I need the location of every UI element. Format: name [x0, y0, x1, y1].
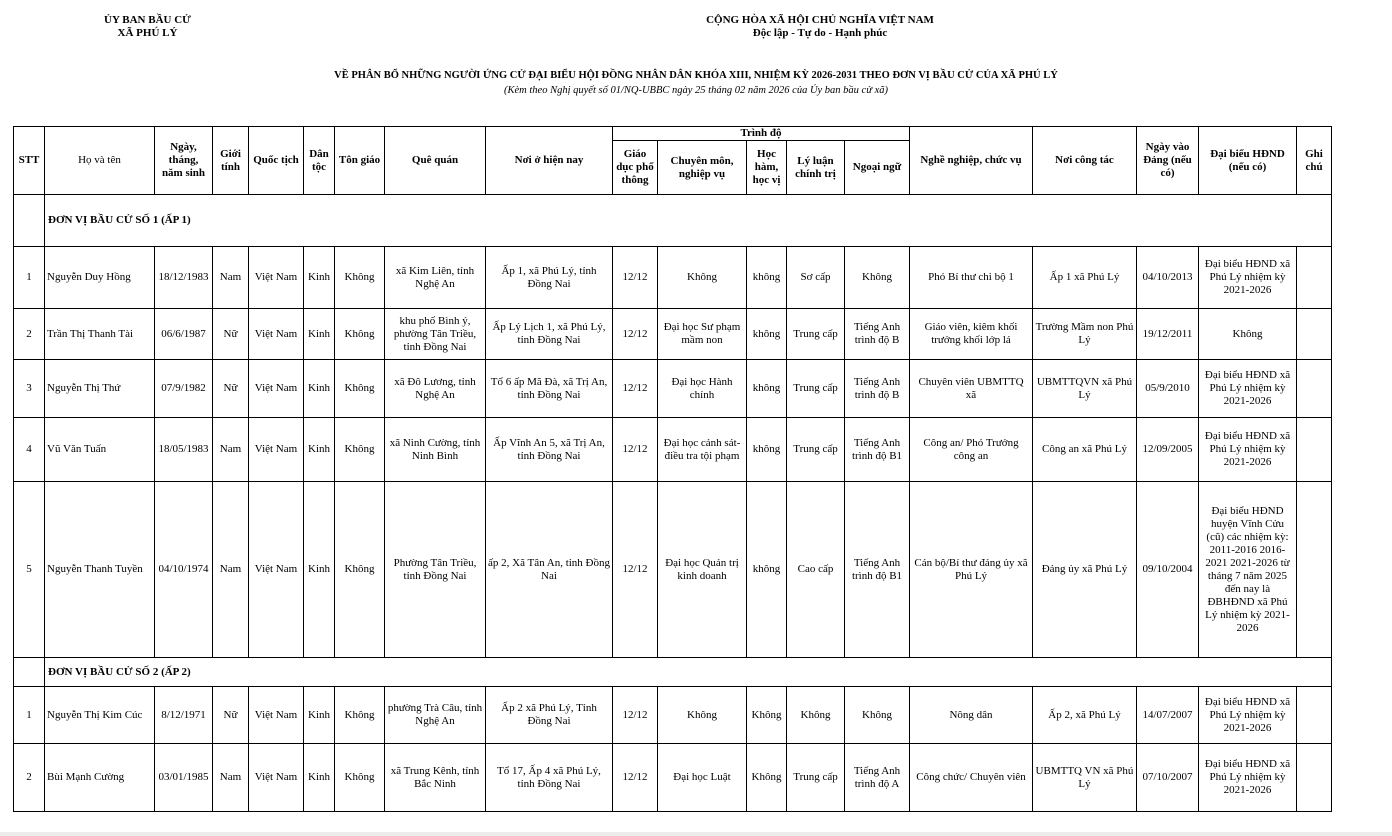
table-cell: Không	[1199, 309, 1297, 360]
table-cell: Việt Nam	[249, 360, 304, 418]
table-cell: Trung cấp	[787, 360, 845, 418]
table-cell	[1297, 247, 1332, 309]
table-cell: không	[747, 482, 787, 658]
table-cell: Nam	[213, 482, 249, 658]
table-cell: Giáo viên, kiêm khối trưởng khối lớp lá	[910, 309, 1033, 360]
col-name: Họ và tên	[45, 127, 155, 195]
table-cell: 18/12/1983	[155, 247, 213, 309]
col-workplace: Nơi công tác	[1033, 127, 1137, 195]
table-cell: Bùi Mạnh Cường	[45, 744, 155, 812]
table-cell: 03/01/1985	[155, 744, 213, 812]
table-cell: phường Trà Câu, tỉnh Nghệ An	[385, 687, 486, 744]
section-title: ĐƠN VỊ BẦU CỬ SỐ 1 (ẤP 1)	[45, 195, 1332, 247]
table-row	[14, 418, 1332, 482]
table-cell: Không	[747, 687, 787, 744]
table-cell: Tiếng Anh trình độ B	[845, 309, 910, 360]
table-cell: Tiếng Anh trình độ B1	[845, 418, 910, 482]
table-cell: Việt Nam	[249, 309, 304, 360]
table-cell: Đại biểu HĐND huyện Vĩnh Cửu (cũ) các nhiệm kỳ: 2011-2016 2016-2021 2021-2026 từ tháng 7 năm 2025 đến nay là ĐBHĐND xã Phú Lý nhiệm kỳ 2021-2026	[1199, 482, 1297, 658]
table-cell: 07/9/1982	[155, 360, 213, 418]
table-row	[14, 309, 1332, 360]
table-cell: 8/12/1971	[155, 687, 213, 744]
table-cell	[1297, 482, 1332, 658]
table-cell: Không	[845, 247, 910, 309]
table-cell: Kinh	[304, 482, 335, 658]
table-cell: Kinh	[304, 744, 335, 812]
table-cell: Đại biểu HĐND xã Phú Lý nhiệm kỳ 2021-2026	[1199, 360, 1297, 418]
table-cell: Ấp 1 xã Phú Lý	[1033, 247, 1137, 309]
col-note: Ghi chú	[1297, 127, 1332, 195]
table-cell: Không	[335, 744, 385, 812]
table-cell: xã Kim Liên, tỉnh Nghệ An	[385, 247, 486, 309]
table-cell: Việt Nam	[249, 744, 304, 812]
table-cell	[1297, 360, 1332, 418]
table-cell: Ấp 2, xã Phú Lý	[1033, 687, 1137, 744]
table-cell: 04/10/1974	[155, 482, 213, 658]
col-specialty: Chuyên môn, nghiệp vụ	[658, 141, 747, 195]
table-cell: Cán bộ/Bí thư đảng ủy xã Phú Lý	[910, 482, 1033, 658]
table-cell: 09/10/2004	[1137, 482, 1199, 658]
table-cell: Không	[335, 418, 385, 482]
table-cell	[1297, 418, 1332, 482]
page-bottom-edge	[0, 832, 1392, 836]
table-cell: Không	[658, 247, 747, 309]
table-cell: Không	[658, 687, 747, 744]
table-cell: Vũ Văn Tuấn	[45, 418, 155, 482]
table-cell: Công chức/ Chuyên viên	[910, 744, 1033, 812]
table-cell: 05/9/2010	[1137, 360, 1199, 418]
table-cell: 12/12	[613, 687, 658, 744]
col-delegate: Đại biểu HĐND (nếu có)	[1199, 127, 1297, 195]
table-row	[14, 360, 1332, 418]
table-cell: Đại học Quản trị kinh doanh	[658, 482, 747, 658]
table-cell: Không	[787, 687, 845, 744]
table-cell: Tổ 17, Ấp 4 xã Phú Lý, tỉnh Đồng Nai	[486, 744, 613, 812]
table-cell: Đại biểu HĐND xã Phú Lý nhiệm kỳ 2021-2026	[1199, 418, 1297, 482]
table-cell: Việt Nam	[249, 418, 304, 482]
table-cell: Tiếng Anh trình độ B	[845, 360, 910, 418]
table-cell: 06/6/1987	[155, 309, 213, 360]
table-cell: Tiếng Anh trình độ B1	[845, 482, 910, 658]
table-cell: 19/12/2011	[1137, 309, 1199, 360]
table-cell: không	[747, 309, 787, 360]
table-cell: Không	[747, 744, 787, 812]
table-cell	[1297, 687, 1332, 744]
table-cell: ấp 2, Xã Tân An, tỉnh Đồng Nai	[486, 482, 613, 658]
table-cell: khu phố Bình ý, phường Tân Triều, tỉnh Đồng Nai	[385, 309, 486, 360]
table-cell: Ấp Vĩnh An 5, xã Trị An, tỉnh Đồng Nai	[486, 418, 613, 482]
table-cell: Công an/ Phó Trưởng công an	[910, 418, 1033, 482]
table-cell: Đại học Luật	[658, 744, 747, 812]
table-cell	[1297, 309, 1332, 360]
table-cell: Nguyễn Thị Kim Cúc	[45, 687, 155, 744]
table-cell: Ấp 1, xã Phú Lý, tỉnh Đồng Nai	[486, 247, 613, 309]
table-cell: Đại học Hành chính	[658, 360, 747, 418]
table-cell: 1	[14, 687, 45, 744]
table-cell: không	[747, 247, 787, 309]
table-row	[14, 247, 1332, 309]
table-cell: UBMTTQ VN xã Phú Lý	[1033, 744, 1137, 812]
table-row	[14, 687, 1332, 744]
table-cell: Trần Thị Thanh Tài	[45, 309, 155, 360]
table-cell: Kinh	[304, 418, 335, 482]
table-cell: Công an xã Phú Lý	[1033, 418, 1137, 482]
table-cell: Nguyễn Thanh Tuyền	[45, 482, 155, 658]
table-cell: Đảng ủy xã Phú Lý	[1033, 482, 1137, 658]
table-cell: Tổ 6 ấp Mã Đà, xã Trị An, tỉnh Đồng Nai	[486, 360, 613, 418]
col-academic: Học hàm, học vị	[747, 141, 787, 195]
table-cell: Không	[335, 247, 385, 309]
table-cell: xã Trung Kênh, tỉnh Bắc Ninh	[385, 744, 486, 812]
table-cell: Chuyên viên UBMTTQ xã	[910, 360, 1033, 418]
table-cell: Nữ	[213, 309, 249, 360]
table-cell: Nữ	[213, 360, 249, 418]
committee-header	[60, 14, 235, 40]
table-cell: Trung cấp	[787, 744, 845, 812]
table-cell: Ấp Lý Lịch 1, xã Phú Lý, tỉnh Đồng Nai	[486, 309, 613, 360]
table-cell: Phường Tân Triều, tỉnh Đồng Nai	[385, 482, 486, 658]
table-cell: Cao cấp	[787, 482, 845, 658]
col-gender: Giới tính	[213, 127, 249, 195]
table-cell: 12/09/2005	[1137, 418, 1199, 482]
national-header	[600, 14, 1040, 40]
table-cell: Trung cấp	[787, 418, 845, 482]
table-cell: 2	[14, 744, 45, 812]
table-cell: 5	[14, 482, 45, 658]
section-spacer-cell	[14, 658, 45, 687]
table-cell: 18/05/1983	[155, 418, 213, 482]
col-occupation: Nghề nghiệp, chức vụ	[910, 127, 1033, 195]
table-cell: Trung cấp	[787, 309, 845, 360]
table-cell: Sơ cấp	[787, 247, 845, 309]
col-group-education: Trình độ	[613, 127, 910, 141]
table-cell: Trường Mầm non Phú Lý	[1033, 309, 1137, 360]
table-cell: Nữ	[213, 687, 249, 744]
table-cell: 12/12	[613, 360, 658, 418]
table-cell: 12/12	[613, 309, 658, 360]
table-cell: Việt Nam	[249, 482, 304, 658]
table-cell: Việt Nam	[249, 687, 304, 744]
col-ethnicity: Dân tộc	[304, 127, 335, 195]
table-cell	[1297, 744, 1332, 812]
document-subtitle: (Kèm theo Nghị quyết số 01/NQ-UBBC ngày 25 tháng 02 năm 2026 của Ủy ban bầu cử xã)	[504, 85, 888, 96]
table-cell: 07/10/2007	[1137, 744, 1199, 812]
col-dob: Ngày, tháng, năm sinh	[155, 127, 213, 195]
table-cell: 12/12	[613, 247, 658, 309]
table-cell: không	[747, 360, 787, 418]
table-cell: 3	[14, 360, 45, 418]
table-cell: 04/10/2013	[1137, 247, 1199, 309]
commune-name: XÃ PHÚ LÝ	[117, 27, 178, 39]
table-cell: Không	[335, 687, 385, 744]
table-cell: Nông dân	[910, 687, 1033, 744]
table-cell: Không	[335, 482, 385, 658]
col-language: Ngoại ngữ	[845, 141, 910, 195]
committee-name: ỦY BAN BẦU CỬ	[104, 14, 191, 26]
table-cell: Đại biểu HĐND xã Phú Lý nhiệm kỳ 2021-2026	[1199, 247, 1297, 309]
table-cell: Nguyễn Thị Thứ	[45, 360, 155, 418]
table-cell: Phó Bí thư chi bộ 1	[910, 247, 1033, 309]
col-nationality: Quốc tịch	[249, 127, 304, 195]
col-stt: STT	[14, 127, 45, 195]
table-cell: UBMTTQVN xã Phú Lý	[1033, 360, 1137, 418]
table-cell: Không	[335, 360, 385, 418]
section-spacer-cell	[14, 195, 45, 247]
table-cell: Nam	[213, 247, 249, 309]
table-cell: xã Ninh Cường, tỉnh Ninh Bình	[385, 418, 486, 482]
col-religion: Tôn giáo	[335, 127, 385, 195]
col-residence: Nơi ở hiện nay	[486, 127, 613, 195]
table-row	[14, 744, 1332, 812]
country-name: CỘNG HÒA XÃ HỘI CHỦ NGHĨA VIỆT NAM	[706, 14, 934, 26]
section-title: ĐƠN VỊ BẦU CỬ SỐ 2 (ẤP 2)	[45, 658, 1332, 687]
table-cell: Tiếng Anh trình độ A	[845, 744, 910, 812]
table-cell: Ấp 2 xã Phú Lý, Tỉnh Đồng Nai	[486, 687, 613, 744]
table-cell: Kinh	[304, 309, 335, 360]
table-cell: 1	[14, 247, 45, 309]
table-cell: Đại học Sư phạm mầm non	[658, 309, 747, 360]
table-cell: Kinh	[304, 247, 335, 309]
table-row	[14, 482, 1332, 658]
table-cell: 2	[14, 309, 45, 360]
section-row	[14, 195, 1332, 247]
table-cell: 12/12	[613, 744, 658, 812]
table-cell: Kinh	[304, 687, 335, 744]
table-cell: không	[747, 418, 787, 482]
table-cell: Không	[845, 687, 910, 744]
table-cell: Kinh	[304, 360, 335, 418]
table-cell: Đại học cảnh sát- điều tra tội phạm	[658, 418, 747, 482]
table-cell: Đại biểu HĐND xã Phú Lý nhiệm kỳ 2021-2026	[1199, 687, 1297, 744]
table-cell: Việt Nam	[249, 247, 304, 309]
table-cell: xã Đô Lương, tỉnh Nghệ An	[385, 360, 486, 418]
table-body	[14, 195, 1332, 812]
col-hometown: Quê quán	[385, 127, 486, 195]
motto: Độc lập - Tự do - Hạnh phúc	[752, 27, 888, 39]
col-general-edu: Giáo dục phổ thông	[613, 141, 658, 195]
col-party-date: Ngày vào Đảng (nếu có)	[1137, 127, 1199, 195]
section-row	[14, 658, 1332, 687]
table-cell: 12/12	[613, 482, 658, 658]
table-cell: 12/12	[613, 418, 658, 482]
table-cell: Nguyễn Duy Hồng	[45, 247, 155, 309]
table-cell: Nam	[213, 744, 249, 812]
table-cell: 14/07/2007	[1137, 687, 1199, 744]
table-cell: Đại biểu HĐND xã Phú Lý nhiệm kỳ 2021-2026	[1199, 744, 1297, 812]
table-cell: Không	[335, 309, 385, 360]
table-cell: 4	[14, 418, 45, 482]
table-cell: Nam	[213, 418, 249, 482]
candidates-table	[13, 126, 1332, 812]
col-political: Lý luận chính trị	[787, 141, 845, 195]
document-title: VỀ PHÂN BỔ NHỮNG NGƯỜI ỨNG CỬ ĐẠI BIỂU HỘI ĐỒNG NHÂN DÂN KHÓA XIII, NHIỆM KỲ 2026-2031 THEO ĐƠN VỊ BẦU CỬ CỦA XÃ PHÚ LÝ	[334, 70, 1058, 81]
